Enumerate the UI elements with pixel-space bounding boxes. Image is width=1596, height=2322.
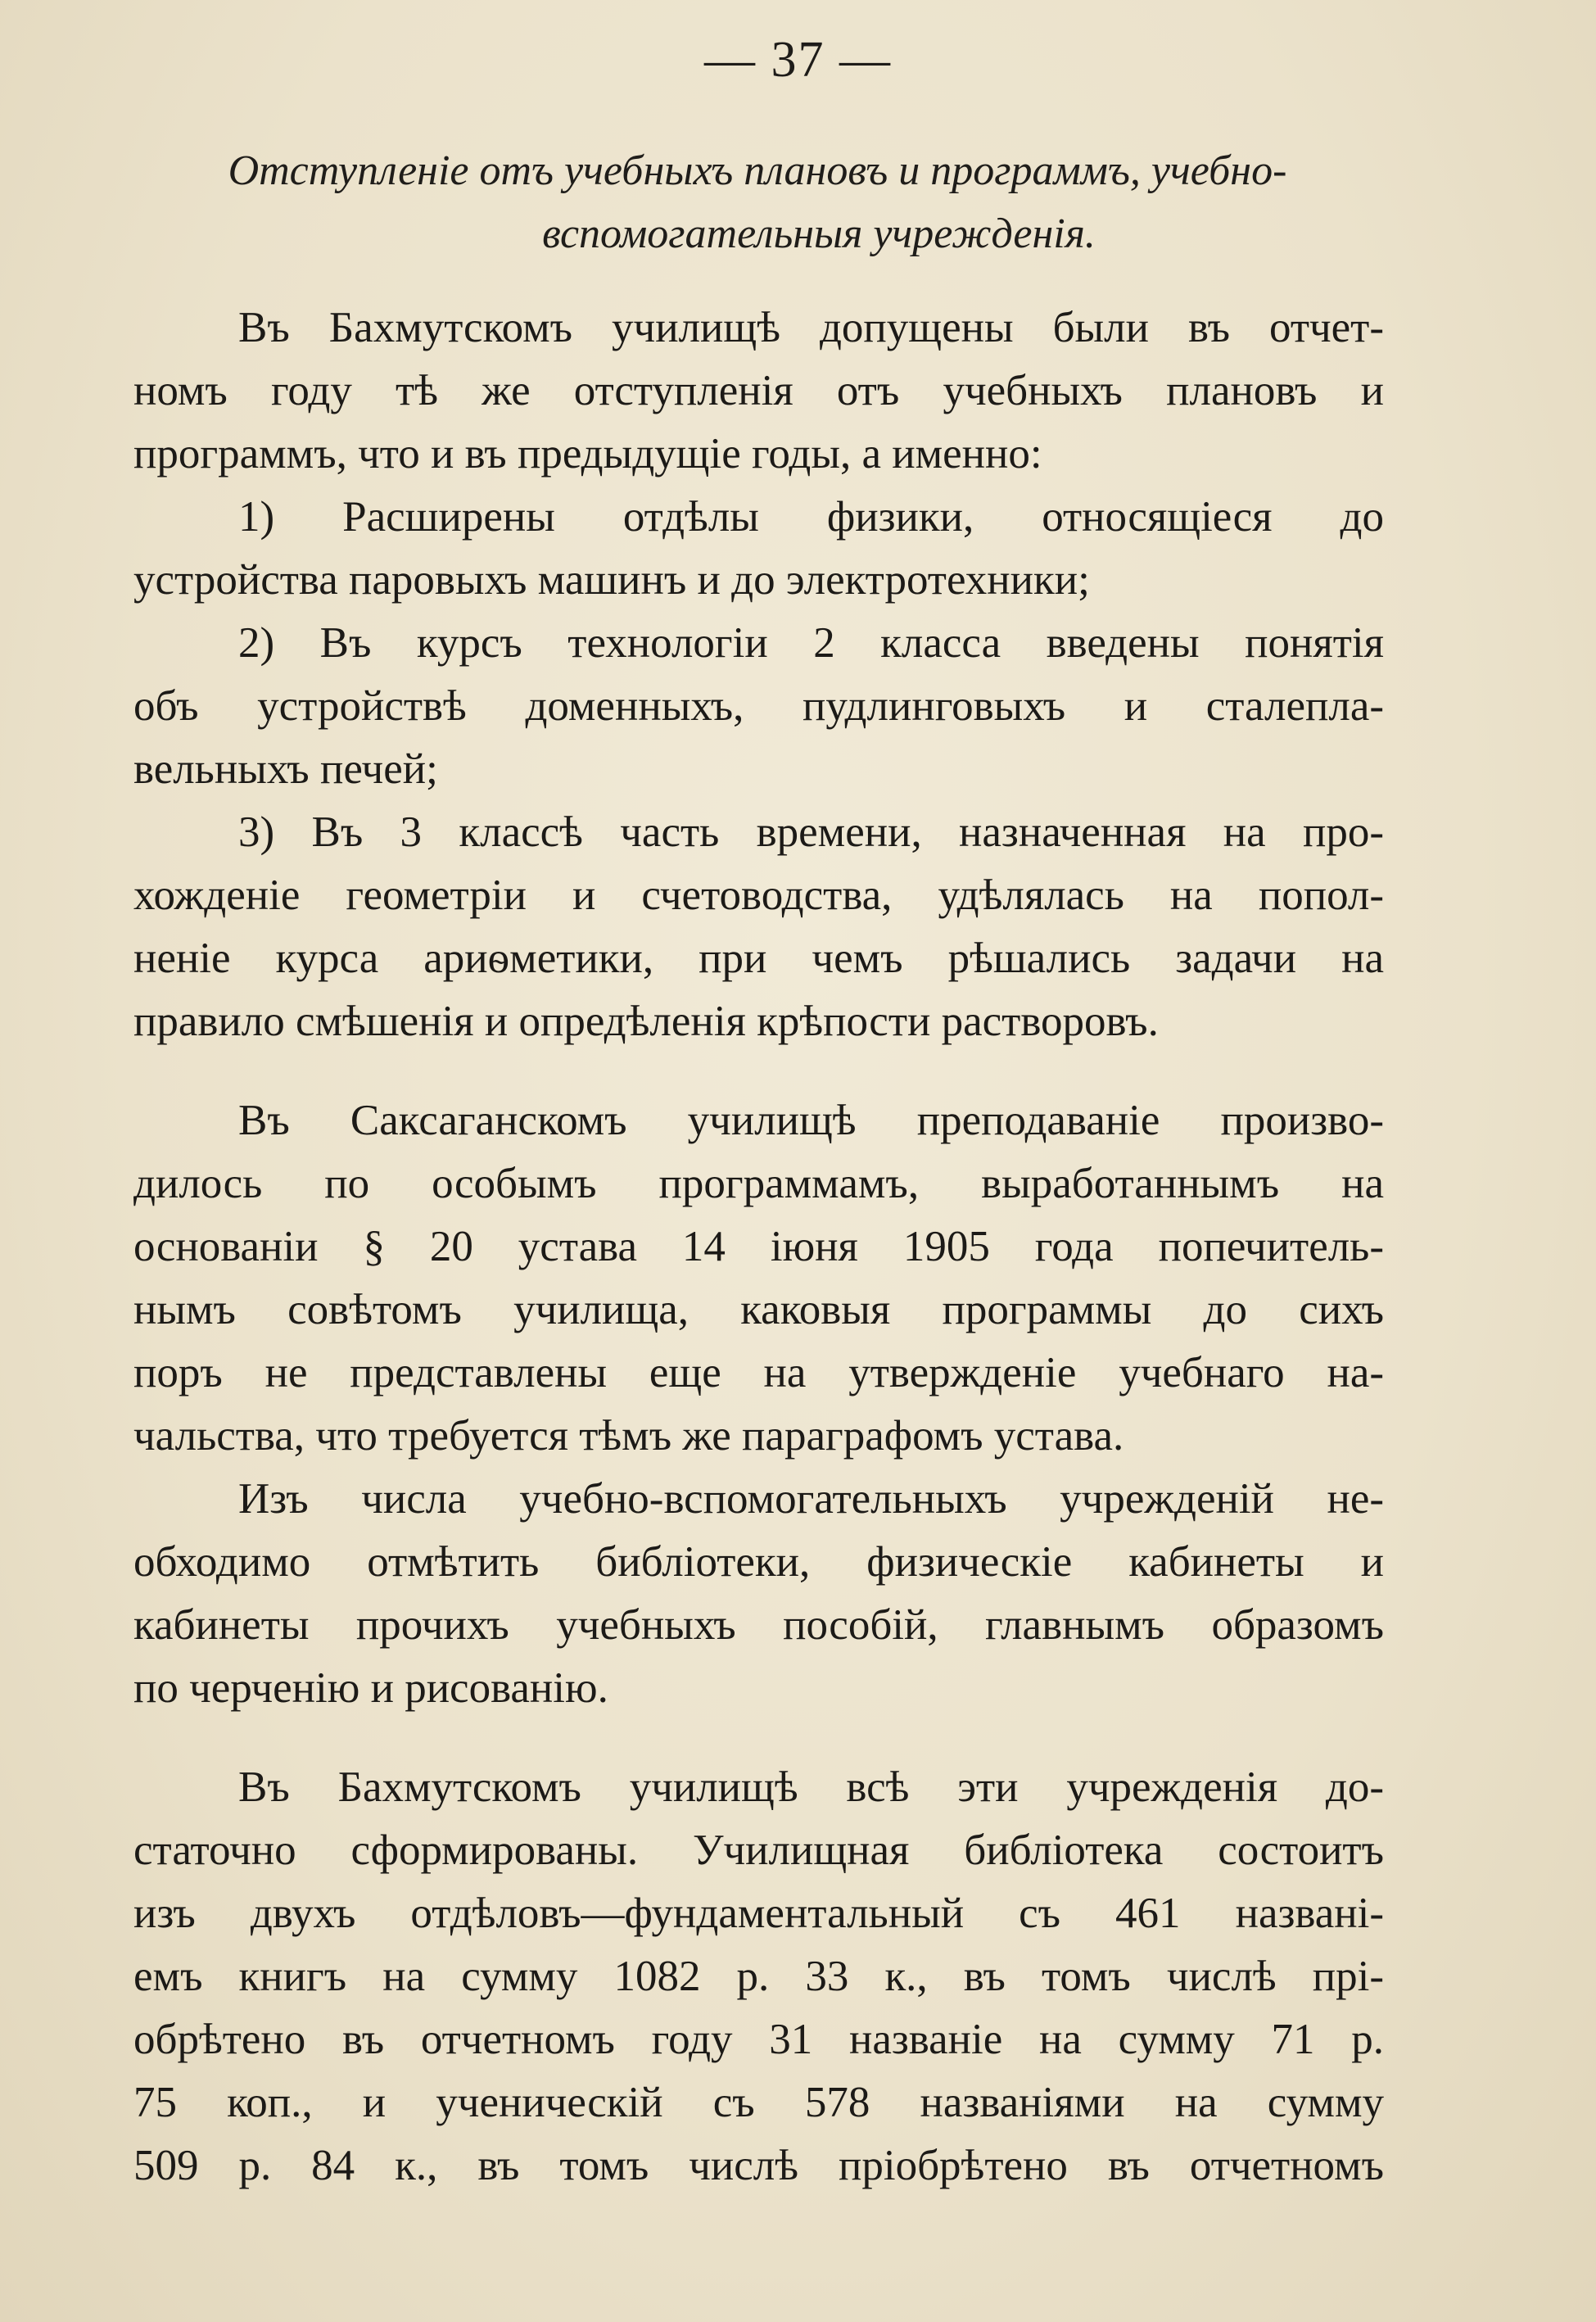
page-number: — 37 —	[704, 32, 892, 88]
paragraph-saksagan	[133, 1089, 1384, 1468]
text-line: статочно сформированы. Училищная библіотека состоитъ	[133, 1826, 1384, 1874]
text-line: поръ не представлены еще на утвержденіе учебнаго на-	[133, 1349, 1384, 1396]
text-line: обходимо отмѣтить библіотеки, физическіе кабинеты и	[133, 1538, 1384, 1586]
paragraph-gap	[133, 1720, 1384, 1756]
text-line: номъ году тѣ же отступленія отъ учебныхъ плановъ и	[133, 367, 1384, 414]
text-line: 509 р. 84 к., въ томъ числѣ пріобрѣтено въ отчетномъ	[133, 2142, 1384, 2189]
text-line: неніе курса ариѳметики, при чемъ рѣшались задачи на	[133, 935, 1384, 982]
text-line: объ устройствѣ доменныхъ, пудлинговыхъ и сталепла-	[133, 682, 1384, 730]
text-line: нымъ совѣтомъ училища, каковыя программы до сихъ	[133, 1286, 1384, 1333]
text-line: обрѣтено въ отчетномъ году 31 названіе на сумму 71 р.	[133, 2016, 1384, 2063]
text-line: устройства паровыхъ машинъ и до электротехники;	[133, 556, 1090, 604]
paragraph-institutions	[133, 1468, 1384, 1720]
body-text	[133, 296, 1384, 2198]
text-line: емъ книгъ на сумму 1082 р. 33 к., въ томъ числѣ прі-	[133, 1953, 1384, 2000]
section-heading	[131, 139, 1384, 265]
text-line: 2) Въ курсъ технологіи 2 класса введены понятія	[238, 619, 1384, 667]
text-line: 75 коп., и ученическій съ 578 названіями на сумму	[133, 2079, 1384, 2126]
paragraph-gap	[133, 1053, 1384, 1089]
text-line: чальства, что требуется тѣмъ же параграфомъ устава.	[133, 1412, 1124, 1460]
text-line: Изъ числа учебно-вспомогательныхъ учрежденій не-	[238, 1475, 1384, 1523]
text-line: Въ Саксаганскомъ училищѣ преподаваніе произво-	[238, 1097, 1384, 1144]
text-line: кабинеты прочихъ учебныхъ пособій, главнымъ образомъ	[133, 1601, 1384, 1649]
paragraph-bakhmut-library	[133, 1756, 1384, 2198]
text-line: программъ, что и въ предыдущіе годы, а именно:	[133, 430, 1042, 478]
text-line: 3) Въ 3 классѣ часть времени, назначенная на про-	[238, 808, 1384, 856]
text-line: Въ Бахмутскомъ училищѣ допущены были въ отчет-	[238, 304, 1384, 351]
text-line: 1) Расширены отдѣлы физики, относящіеся до	[238, 493, 1384, 541]
text-line: по черченію и рисованію.	[133, 1664, 608, 1712]
paragraph-item-3	[133, 801, 1384, 1053]
section-heading-line: Отступленіе отъ учебныхъ плановъ и программъ, учебно-	[228, 147, 1287, 194]
text-line: изъ двухъ отдѣловъ—фундаментальный съ 461 названі-	[133, 1890, 1384, 1937]
text-line: правило смѣшенія и опредѣленія крѣпости растворовъ.	[133, 998, 1159, 1045]
section-heading-line: вспомогательныя учрежденія.	[542, 210, 1096, 257]
paragraph-item-1	[133, 486, 1384, 612]
text-line: хожденіе геометріи и счетоводства, удѣлялась на попол-	[133, 871, 1384, 919]
paragraph-item-2	[133, 612, 1384, 801]
text-line: дилось по особымъ программамъ, выработаннымъ на	[133, 1160, 1384, 1207]
text-line: вельныхъ печей;	[133, 745, 438, 793]
text-line: основаніи § 20 устава 14 іюня 1905 года попечитель-	[133, 1223, 1384, 1270]
text-line: Въ Бахмутскомъ училищѣ всѣ эти учрежденія до-	[238, 1763, 1384, 1811]
paragraph-bakhmut-deviations	[133, 296, 1384, 486]
